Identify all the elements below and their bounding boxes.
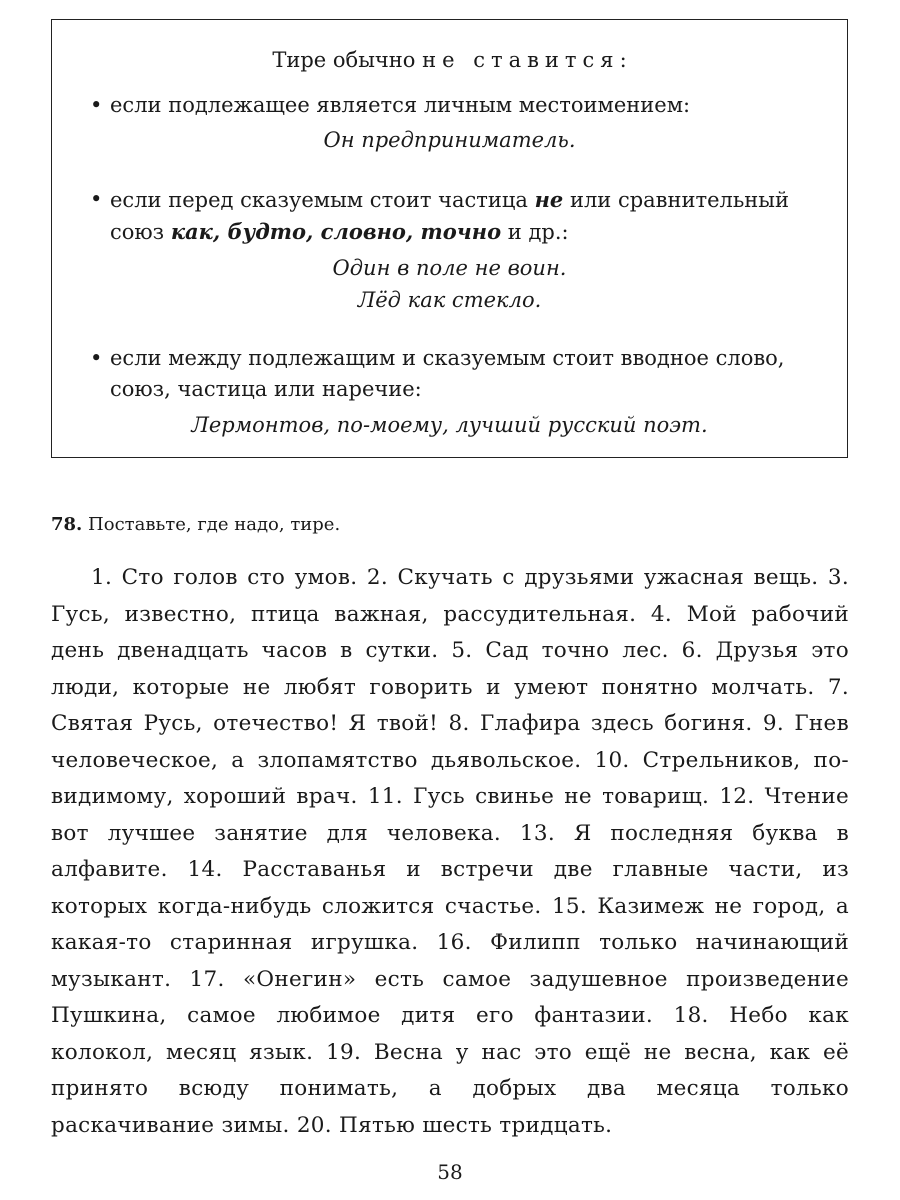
page-number: 58 [437,1160,463,1184]
bullet-icon: • [90,187,103,211]
rule-title [52,48,847,72]
bullet-icon: • [90,346,103,370]
rule-item-text: или сравнительный [563,188,790,212]
rule-example: Лермонтов, по-моему, лучший русский поэт. [191,413,708,437]
rule-item-text: если между подлежащим и сказуемым стоит вводное слово, [110,346,785,370]
rule-item-text: если перед сказуемым стоит частица [110,188,535,212]
rule-item-text: союз, частица или наречие: [110,377,422,401]
rule-example: Он предприниматель. [323,128,576,152]
exercise-heading [51,514,340,535]
rule-title-text: Тире обычно [272,48,423,72]
bullet-icon: • [90,93,103,117]
rule-title-emphasis: не ставится [422,48,620,72]
rule-item-2 [90,184,840,248]
rule-item-1 [90,90,840,121]
rule-item-text: союз [110,220,171,244]
exercise-text: 1. Сто голов сто умов. 2. Скучать с друзьями ужасная вещь. 3. Гусь, известно, птица важная, рассудительная. 4. Мой рабочий день двенадцать часов в сутки. 5. Сад точно лес. 6. Друзья это люди, которые не любят говорить и умеют понятно молчать. 7. Святая Русь, отечество! Я твой! 8. Глафира здесь богиня. 9. Гнев человеческое, а злопамятство дьявольское. 10. Стрельников, по-видимому, хороший врач. 11. Гусь свинье не товарищ. 12. Чтение вот лучшее занятие для человека. 13. Я последняя буква в алфавите. 14. Расставанья и встречи две главные части, из которых когда-нибудь сложится счастье. 15. Казимеж не город, а какая-то старинная игрушка. 16. Филипп только начинающий музыкант. 17. «Онегин» есть самое задушевное произведение Пушкина, самое любимое дитя его фантазии. 18. Небо как колокол, месяц язык. 19. Весна у нас это ещё не весна, как её принято всюду понимать, а добрых два месяца только раскачивание зимы. 20. Пятью шесть тридцать. [51,565,849,1138]
rule-item-text: и др.: [501,220,569,244]
rule-item-emphasis: не [534,187,564,212]
rule-example: Один в поле не воин. [332,256,567,280]
rule-item-emphasis: как, будто, словно, точно [170,219,502,244]
rule-example: Лёд как стекло. [357,288,542,312]
rule-item-3 [90,343,840,405]
exercise-number: 78. [51,514,83,535]
rule-item-text: если подлежащее является личным местоимением: [110,93,691,117]
exercise-instruction: Поставьте, где надо, тире. [82,514,341,535]
rule-title-colon: : [619,48,627,72]
rule-box [51,19,848,458]
